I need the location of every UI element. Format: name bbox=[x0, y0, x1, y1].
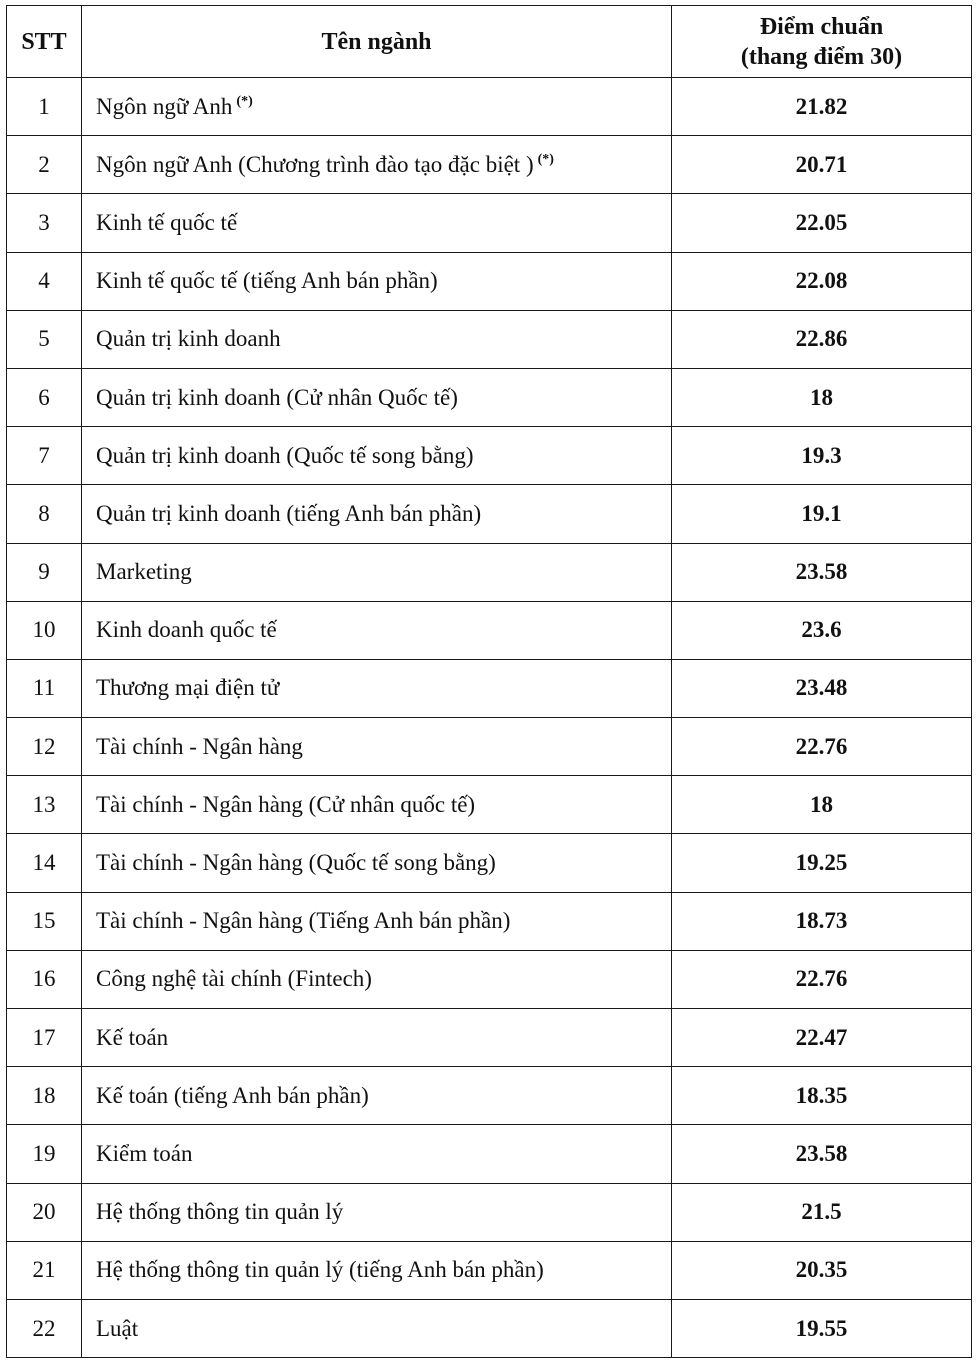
row-stt: 4 bbox=[7, 252, 82, 310]
row-score: 22.86 bbox=[672, 310, 972, 368]
row-major-name-cell bbox=[82, 194, 672, 252]
row-score: 22.05 bbox=[672, 194, 972, 252]
header-score-title: Điểm chuẩn bbox=[759, 13, 884, 40]
row-major-name: Hệ thống thông tin quản lý bbox=[96, 1199, 344, 1225]
row-stt: 12 bbox=[7, 718, 82, 776]
row-stt: 2 bbox=[7, 136, 82, 194]
row-major-name: Quản trị kinh doanh (Cử nhân Quốc tế) bbox=[96, 384, 458, 410]
row-stt: 8 bbox=[7, 485, 82, 543]
row-major-name: Ngôn ngữ Anh bbox=[96, 93, 233, 119]
header-score bbox=[672, 6, 972, 78]
table-row bbox=[7, 1241, 972, 1299]
row-major-name: Tài chính - Ngân hàng bbox=[96, 733, 303, 759]
row-major-name-cell bbox=[82, 310, 672, 368]
table-row bbox=[7, 601, 972, 659]
table-header-row bbox=[7, 6, 972, 78]
row-major-name: Kế toán bbox=[96, 1024, 169, 1050]
row-major-name-cell bbox=[82, 659, 672, 717]
table-row bbox=[7, 1067, 972, 1125]
table-row bbox=[7, 950, 972, 1008]
table-row bbox=[7, 543, 972, 601]
table-row bbox=[7, 194, 972, 252]
header-stt: STT bbox=[7, 6, 82, 78]
row-score: 23.58 bbox=[672, 1125, 972, 1183]
row-stt: 9 bbox=[7, 543, 82, 601]
row-major-name: Quản trị kinh doanh bbox=[96, 326, 281, 352]
table-row bbox=[7, 252, 972, 310]
row-score: 18.35 bbox=[672, 1067, 972, 1125]
row-score: 22.76 bbox=[672, 950, 972, 1008]
row-score: 18 bbox=[672, 368, 972, 426]
row-stt: 1 bbox=[7, 78, 82, 136]
table-row bbox=[7, 1009, 972, 1067]
row-major-name: Thương mại điện tử bbox=[96, 675, 280, 701]
row-stt: 10 bbox=[7, 601, 82, 659]
table-row bbox=[7, 834, 972, 892]
row-major-name: Kế toán (tiếng Anh bán phần) bbox=[96, 1082, 369, 1108]
row-major-name: Kinh tế quốc tế bbox=[96, 209, 238, 235]
row-major-name: Quản trị kinh doanh (Quốc tế song bằng) bbox=[96, 442, 474, 468]
row-score: 19.3 bbox=[672, 427, 972, 485]
table-row bbox=[7, 1299, 972, 1357]
row-major-name: Luật bbox=[96, 1315, 139, 1341]
row-major-name-cell bbox=[82, 252, 672, 310]
row-stt: 11 bbox=[7, 659, 82, 717]
row-major-name-cell bbox=[82, 1125, 672, 1183]
row-major-name: Marketing bbox=[96, 559, 192, 585]
row-major-name: Kinh tế quốc tế (tiếng Anh bán phần) bbox=[96, 268, 438, 294]
row-major-name-cell bbox=[82, 368, 672, 426]
row-stt: 7 bbox=[7, 427, 82, 485]
header-major-name: Tên ngành bbox=[82, 6, 672, 78]
table-row bbox=[7, 368, 972, 426]
row-major-name: Ngôn ngữ Anh (Chương trình đào tạo đặc biệt ) bbox=[96, 151, 534, 177]
row-major-name: Hệ thống thông tin quản lý (tiếng Anh bán phần) bbox=[96, 1257, 544, 1283]
row-major-name: Kinh doanh quốc tế bbox=[96, 617, 277, 643]
row-major-name-cell bbox=[82, 834, 672, 892]
row-major-name: Quản trị kinh doanh (tiếng Anh bán phần) bbox=[96, 500, 482, 526]
row-stt: 20 bbox=[7, 1183, 82, 1241]
table-row bbox=[7, 427, 972, 485]
row-major-name-cell bbox=[82, 892, 672, 950]
row-major-name-cell bbox=[82, 718, 672, 776]
row-footnote-marker: (*) bbox=[537, 151, 554, 167]
row-score: 20.35 bbox=[672, 1241, 972, 1299]
row-major-name: Tài chính - Ngân hàng (Quốc tế song bằng) bbox=[96, 850, 496, 876]
admission-score-table bbox=[6, 5, 972, 1358]
row-stt: 5 bbox=[7, 310, 82, 368]
row-major-name-cell bbox=[82, 1183, 672, 1241]
table-row bbox=[7, 1125, 972, 1183]
table-row bbox=[7, 659, 972, 717]
row-stt: 16 bbox=[7, 950, 82, 1008]
row-major-name-cell bbox=[82, 950, 672, 1008]
row-score: 22.47 bbox=[672, 1009, 972, 1067]
row-stt: 22 bbox=[7, 1299, 82, 1357]
row-major-name-cell bbox=[82, 136, 672, 194]
row-score: 19.1 bbox=[672, 485, 972, 543]
row-score: 23.48 bbox=[672, 659, 972, 717]
table-body bbox=[7, 78, 972, 1358]
row-major-name-cell bbox=[82, 543, 672, 601]
row-major-name: Tài chính - Ngân hàng (Cử nhân quốc tế) bbox=[96, 791, 476, 817]
table-row bbox=[7, 485, 972, 543]
row-stt: 17 bbox=[7, 1009, 82, 1067]
row-major-name-cell bbox=[82, 776, 672, 834]
row-stt: 21 bbox=[7, 1241, 82, 1299]
table-row bbox=[7, 718, 972, 776]
row-score: 23.6 bbox=[672, 601, 972, 659]
row-major-name-cell bbox=[82, 485, 672, 543]
table-row bbox=[7, 1183, 972, 1241]
row-major-name-cell bbox=[82, 427, 672, 485]
table-row bbox=[7, 310, 972, 368]
row-stt: 19 bbox=[7, 1125, 82, 1183]
row-major-name: Kiểm toán bbox=[96, 1140, 193, 1166]
row-score: 22.08 bbox=[672, 252, 972, 310]
table-row bbox=[7, 892, 972, 950]
row-major-name: Công nghệ tài chính (Fintech) bbox=[96, 966, 372, 992]
row-major-name-cell bbox=[82, 1299, 672, 1357]
row-score: 19.25 bbox=[672, 834, 972, 892]
row-major-name-cell bbox=[82, 1241, 672, 1299]
row-major-name-cell bbox=[82, 1009, 672, 1067]
row-score: 21.82 bbox=[672, 78, 972, 136]
row-score: 19.55 bbox=[672, 1299, 972, 1357]
row-major-name-cell bbox=[82, 1067, 672, 1125]
table-row bbox=[7, 78, 972, 136]
row-stt: 3 bbox=[7, 194, 82, 252]
header-score-scale: (thang điểm 30) bbox=[740, 43, 903, 70]
row-score: 22.76 bbox=[672, 718, 972, 776]
row-stt: 18 bbox=[7, 1067, 82, 1125]
row-score: 21.5 bbox=[672, 1183, 972, 1241]
row-footnote-marker: (*) bbox=[236, 93, 253, 109]
row-score: 18.73 bbox=[672, 892, 972, 950]
row-stt: 14 bbox=[7, 834, 82, 892]
row-stt: 13 bbox=[7, 776, 82, 834]
table-row bbox=[7, 776, 972, 834]
row-score: 23.58 bbox=[672, 543, 972, 601]
table-row bbox=[7, 136, 972, 194]
row-major-name-cell bbox=[82, 601, 672, 659]
row-stt: 15 bbox=[7, 892, 82, 950]
row-score: 18 bbox=[672, 776, 972, 834]
row-score: 20.71 bbox=[672, 136, 972, 194]
row-major-name: Tài chính - Ngân hàng (Tiếng Anh bán phần) bbox=[96, 908, 511, 934]
row-major-name-cell bbox=[82, 78, 672, 136]
row-stt: 6 bbox=[7, 368, 82, 426]
